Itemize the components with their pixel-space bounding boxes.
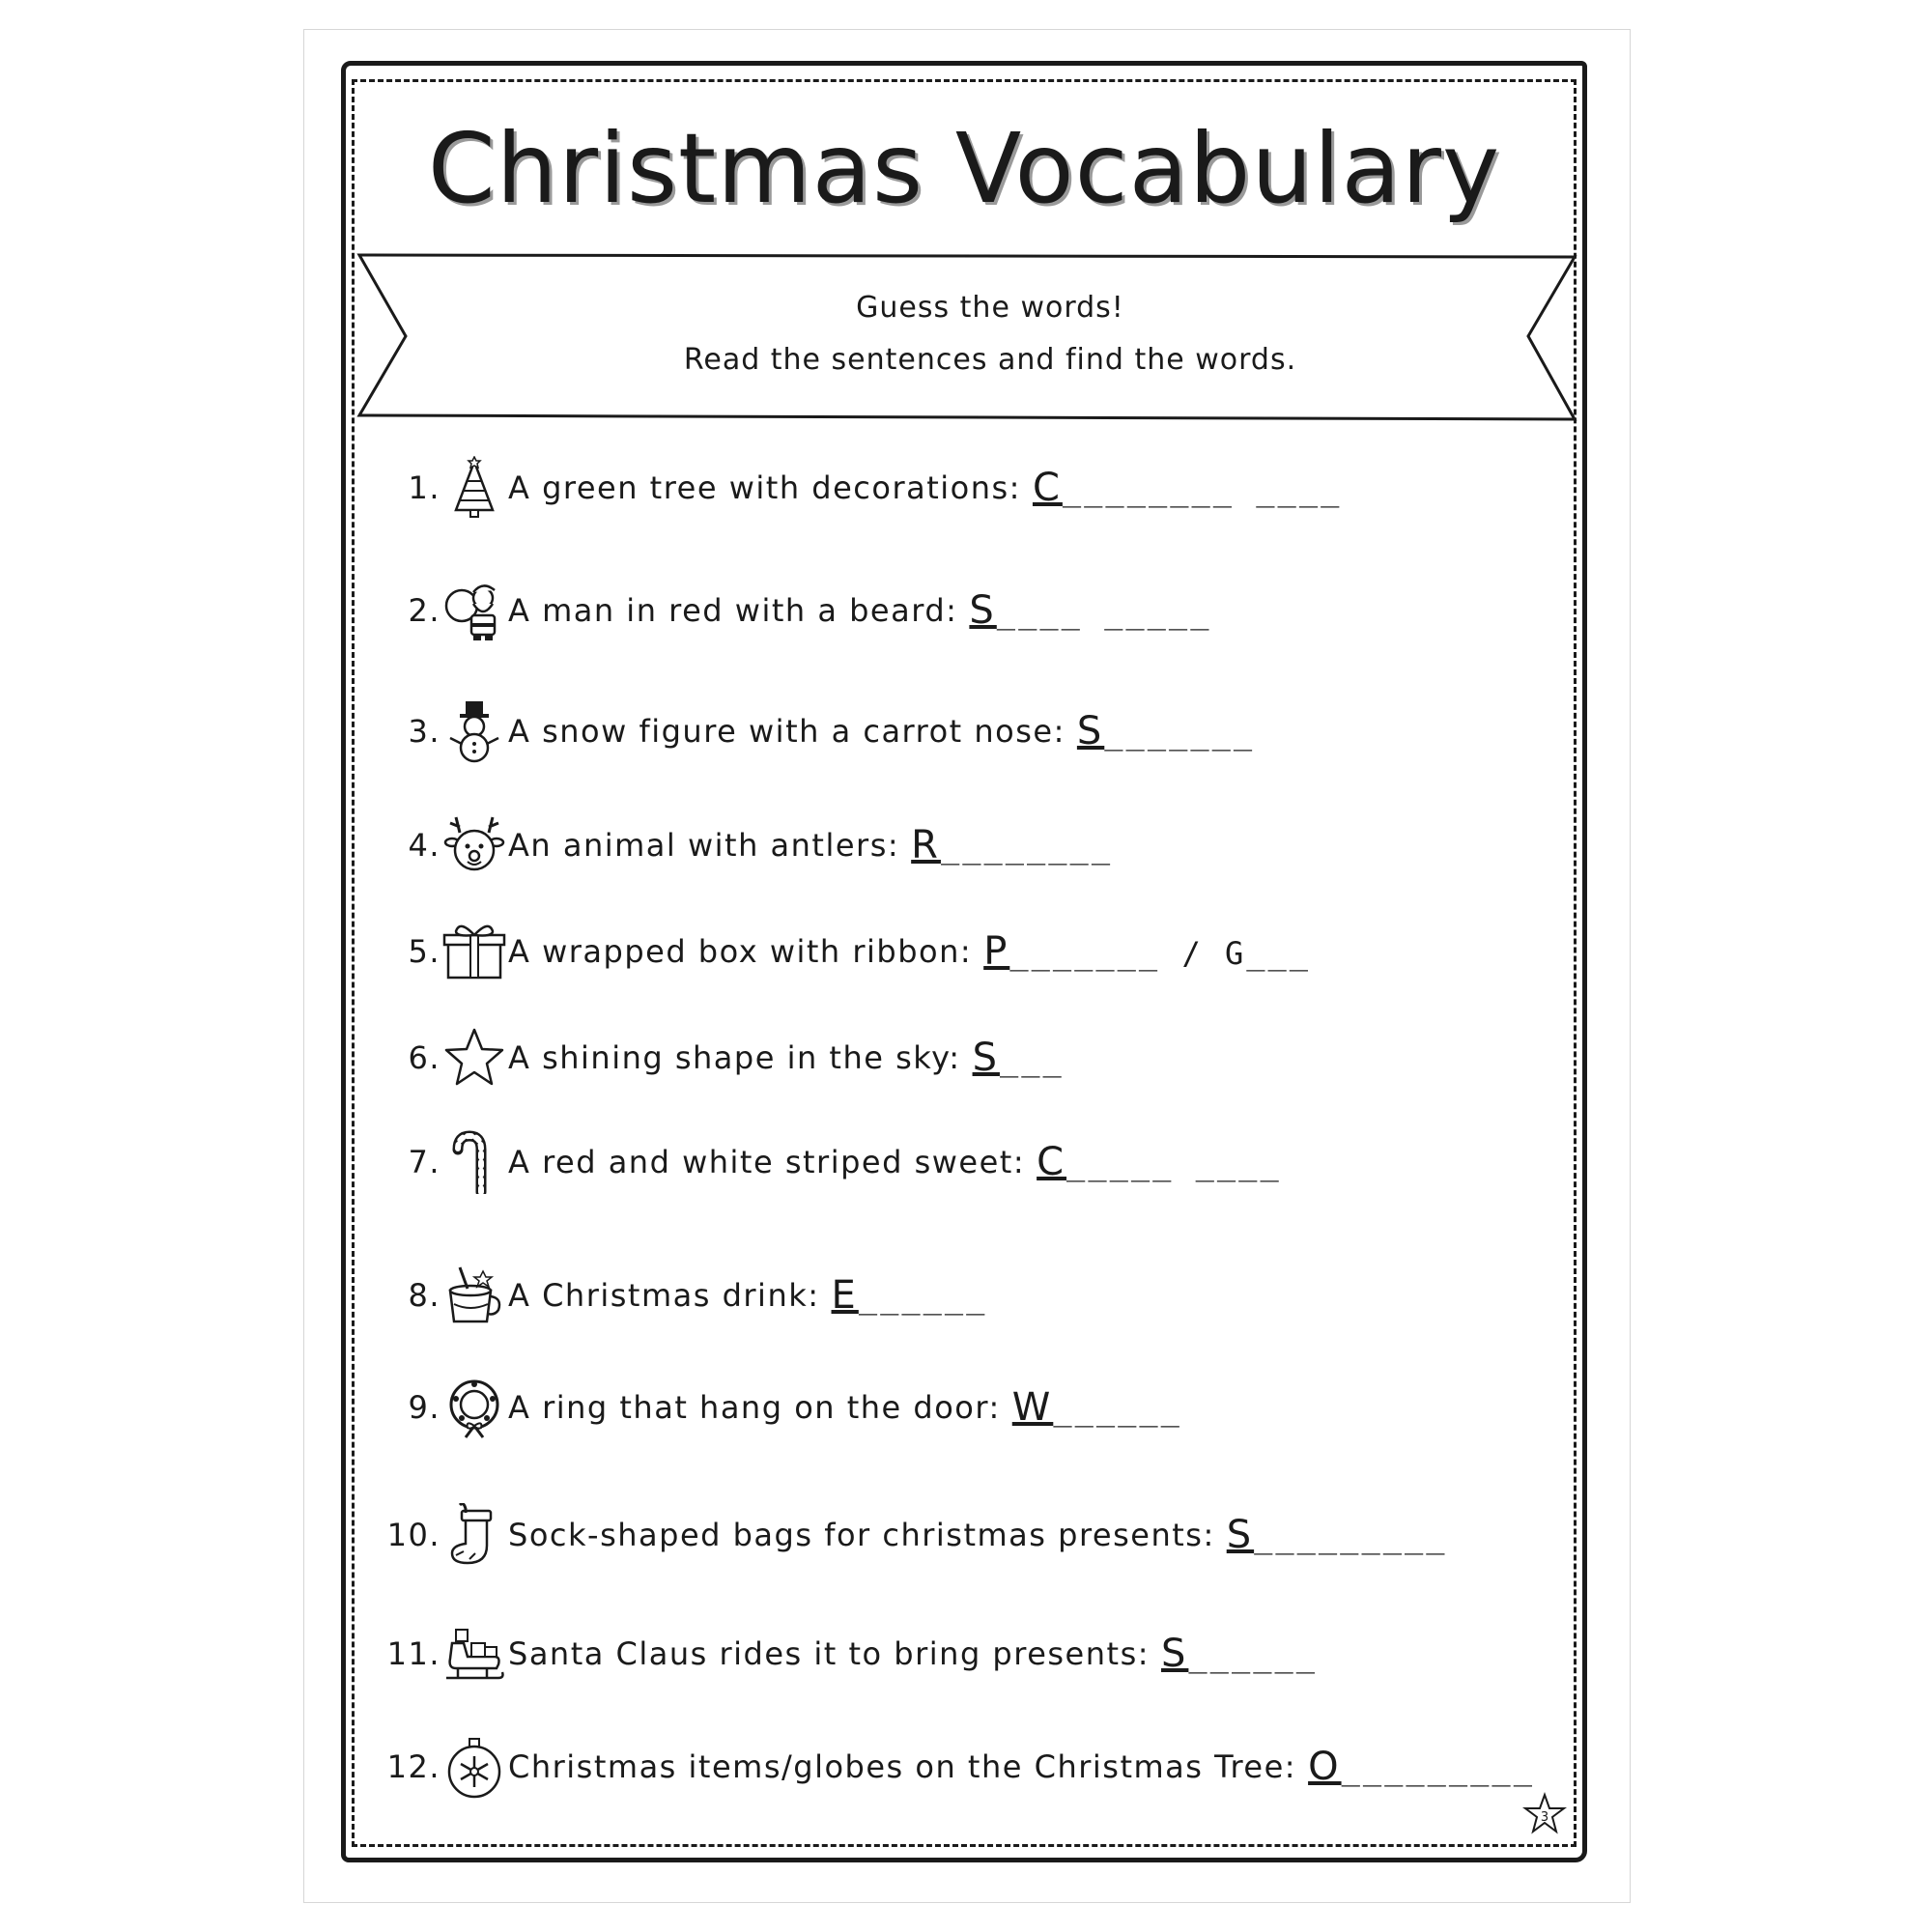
answer-blank[interactable] xyxy=(1037,1140,1282,1184)
hint-letter: C xyxy=(1037,1140,1067,1184)
blank-underscores[interactable]: _______ xyxy=(1104,715,1256,752)
vocabulary-item xyxy=(386,811,1113,879)
item-number: 3. xyxy=(408,713,440,750)
blank-underscores[interactable]: ________ xyxy=(940,829,1114,866)
item-clue: A red and white striped sweet: xyxy=(508,1144,1026,1180)
santa-claus-icon xyxy=(442,579,506,642)
hint-letter: S xyxy=(972,1036,1000,1080)
answer-blank[interactable] xyxy=(969,588,1211,633)
item-number: 1. xyxy=(408,469,440,506)
item-clue: A shining shape in the sky: xyxy=(508,1039,961,1076)
vocabulary-item xyxy=(386,918,1311,985)
vocabulary-item xyxy=(386,577,1211,644)
instruction-line-1: Guess the words! xyxy=(856,291,1124,325)
blank-underscores[interactable]: ___ xyxy=(999,1041,1065,1078)
item-number: 4. xyxy=(408,827,440,864)
item-clue: A Christmas drink: xyxy=(508,1277,820,1314)
hint-letter: S xyxy=(1161,1632,1189,1676)
item-clue: A wrapped box with ribbon: xyxy=(508,933,973,970)
item-number: 2. xyxy=(408,592,440,629)
item-clue: A snow figure with a carrot nose: xyxy=(508,713,1065,750)
item-number: 11. xyxy=(386,1635,440,1672)
item-number: 5. xyxy=(408,933,440,970)
item-clue: Sock-shaped bags for christmas presents: xyxy=(508,1517,1215,1553)
instruction-banner xyxy=(355,249,1578,423)
hint-letter: S xyxy=(1076,709,1105,753)
item-number: 8. xyxy=(408,1277,440,1314)
answer-blank[interactable] xyxy=(1161,1632,1318,1676)
vocabulary-item xyxy=(386,1128,1282,1196)
page-number-star-icon xyxy=(1522,1792,1567,1836)
sleigh-icon xyxy=(442,1622,506,1686)
answer-blank[interactable] xyxy=(832,1273,988,1318)
snowman-icon xyxy=(442,699,506,763)
answer-blank[interactable] xyxy=(1077,709,1255,753)
blank-underscores[interactable]: _______ / G___ xyxy=(1009,935,1312,972)
answer-blank[interactable] xyxy=(1227,1513,1448,1557)
vocabulary-item xyxy=(386,454,1342,522)
item-number: 7. xyxy=(408,1144,440,1180)
item-number: 6. xyxy=(408,1039,440,1076)
answer-blank[interactable] xyxy=(983,929,1311,974)
vocabulary-item xyxy=(386,1501,1448,1569)
christmas-tree-icon xyxy=(442,456,506,520)
page-title: Christmas Vocabulary xyxy=(427,112,1501,225)
ornament-bauble-icon xyxy=(442,1735,506,1799)
item-clue: An animal with antlers: xyxy=(508,827,900,864)
hint-letter: P xyxy=(983,929,1010,974)
vocabulary-item xyxy=(386,1374,1182,1441)
answer-blank[interactable] xyxy=(911,823,1113,867)
blank-underscores[interactable]: ________ ____ xyxy=(1062,471,1343,508)
item-clue: Christmas items/globes on the Christmas Tree: xyxy=(508,1748,1297,1785)
vocabulary-item xyxy=(386,1733,1535,1801)
wreath-icon xyxy=(442,1376,506,1439)
hint-letter: S xyxy=(1226,1513,1255,1557)
hint-letter: E xyxy=(831,1273,859,1318)
blank-underscores[interactable]: ______ xyxy=(1188,1637,1318,1674)
candy-cane-icon xyxy=(442,1130,506,1194)
item-number: 9. xyxy=(408,1389,440,1426)
hint-letter: R xyxy=(911,823,941,867)
blank-underscores[interactable]: ____ _____ xyxy=(996,594,1212,631)
reindeer-icon xyxy=(442,813,506,877)
item-number: 10. xyxy=(386,1517,440,1553)
blank-underscores[interactable]: _____ ____ xyxy=(1066,1146,1282,1182)
gift-box-icon xyxy=(442,920,506,983)
answer-blank[interactable] xyxy=(1012,1385,1182,1430)
item-clue: A ring that hang on the door: xyxy=(508,1389,1001,1426)
vocabulary-item xyxy=(386,1620,1318,1688)
blank-underscores[interactable]: _________ xyxy=(1254,1519,1448,1555)
hint-letter: C xyxy=(1032,466,1063,510)
hint-letter: O xyxy=(1308,1745,1342,1789)
vocabulary-item xyxy=(386,1024,1065,1092)
vocabulary-item xyxy=(386,697,1255,765)
hint-letter: S xyxy=(969,588,997,633)
item-number: 12. xyxy=(386,1748,440,1785)
star-icon xyxy=(442,1026,506,1090)
hot-drink-mug-icon xyxy=(442,1264,506,1327)
item-clue: A man in red with a beard: xyxy=(508,592,958,629)
hint-letter: W xyxy=(1011,1385,1054,1430)
item-clue: Santa Claus rides it to bring presents: xyxy=(508,1635,1151,1672)
blank-underscores[interactable]: ______ xyxy=(858,1279,988,1316)
blank-underscores[interactable]: ______ xyxy=(1053,1391,1182,1428)
answer-blank[interactable] xyxy=(973,1036,1065,1080)
item-clue: A green tree with decorations: xyxy=(508,469,1021,506)
vocabulary-item xyxy=(386,1262,987,1329)
instruction-line-2: Read the sentences and find the words. xyxy=(683,343,1297,377)
answer-blank[interactable] xyxy=(1308,1745,1535,1789)
blank-underscores[interactable]: _________ xyxy=(1341,1750,1535,1787)
answer-blank[interactable] xyxy=(1033,466,1342,510)
page-number: 3 xyxy=(1540,1810,1549,1825)
stocking-icon xyxy=(442,1503,506,1567)
